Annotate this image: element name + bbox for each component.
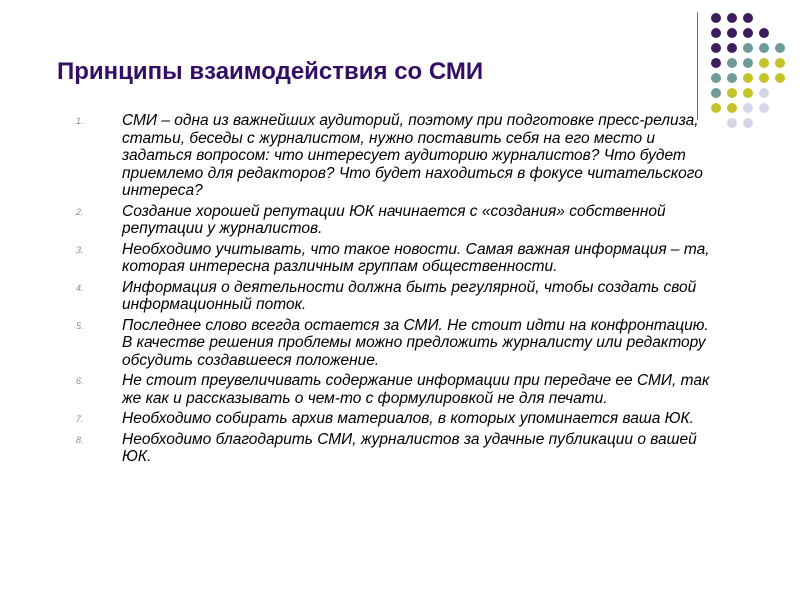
list-item-text: Необходимо благодарить СМИ, журналистов за удачные публикации о вашей ЮК.: [122, 430, 697, 465]
decorative-dot: [759, 43, 769, 53]
decorative-dot: [759, 28, 769, 38]
list-item-number: 5.: [76, 320, 84, 331]
decorative-dot: [711, 43, 721, 53]
decorative-dot: [743, 58, 753, 68]
decorative-dot: [727, 43, 737, 53]
list-item-text: СМИ – одна из важнейших аудиторий, поэтому при подготовке пресс-релиза, статьи, беседы с журналистом, нужно поставить себя на его место и задаться вопросом: что интересует аудиторию журналистов? Что будет приемлемо для редакторов? Что будет находиться в фокусе читательского интереса?: [122, 112, 703, 199]
list-item-text: Не стоит преувеличивать содержание информации при передаче ее СМИ, так же как и рассказывать о чем-то с формулировкой не для печати.: [122, 372, 710, 407]
list-item-text: Последнее слово всегда остается за СМИ. Не стоит идти на конфронтацию. В качестве решения проблемы можно предложить журналисту или редактору обсудить создавшееся положение.: [122, 316, 709, 369]
decorative-dot: [711, 88, 721, 98]
decorative-dot: [727, 103, 737, 113]
decorative-dot: [743, 88, 753, 98]
decorative-divider-line: [697, 12, 698, 120]
decorative-dot: [727, 88, 737, 98]
decorative-dot: [743, 73, 753, 83]
list-item: [70, 203, 710, 238]
decorative-dot: [775, 73, 785, 83]
decorative-dot: [759, 58, 769, 68]
decorative-dot: [711, 13, 721, 23]
decorative-dot: [727, 118, 737, 128]
decorative-dot: [759, 103, 769, 113]
decorative-dot: [759, 88, 769, 98]
decorative-dot: [711, 73, 721, 83]
list-item-text: Необходимо собирать архив материалов, в которых упоминается ваша ЮК.: [122, 410, 694, 427]
slide-title: Принципы взаимодействия со СМИ: [57, 58, 484, 85]
decorative-dot: [727, 73, 737, 83]
list-item: [70, 279, 710, 314]
list-item-number: 7.: [76, 414, 84, 424]
list-item: [70, 410, 710, 428]
decorative-dot: [711, 58, 721, 68]
decorative-dot: [743, 43, 753, 53]
principles-list: [70, 112, 710, 469]
list-item: [70, 241, 710, 276]
list-item-number: 2.: [76, 206, 84, 217]
decorative-dot: [743, 13, 753, 23]
list-item: [70, 372, 710, 407]
decorative-dot: [775, 58, 785, 68]
decorative-dot: [775, 43, 785, 53]
list-item-number: 3.: [76, 244, 84, 255]
decorative-dot: [711, 28, 721, 38]
list-item-text: Необходимо учитывать, что такое новости. Самая важная информация – та, которая интересна различным группам общественности.: [122, 240, 710, 275]
decorative-dot: [727, 58, 737, 68]
decorative-dot: [743, 28, 753, 38]
list-item: [70, 317, 710, 370]
decorative-dot: [727, 28, 737, 38]
list-item: [70, 431, 710, 466]
list-item-number: 1.: [76, 116, 84, 126]
list-item-number: 4.: [76, 282, 84, 293]
list-item-number: 8.: [76, 434, 84, 445]
decorative-dot: [743, 118, 753, 128]
decorative-dot: [711, 103, 721, 113]
list-item: [70, 112, 710, 200]
list-item-number: 6.: [76, 376, 84, 386]
decorative-dot: [727, 13, 737, 23]
decorative-dot: [743, 103, 753, 113]
list-item-text: Создание хорошей репутации ЮК начинается с «создания» собственной репутации у журналистов.: [122, 202, 666, 237]
list-item-text: Информация о деятельности должна быть регулярной, чтобы создать свой информационный поток.: [122, 278, 697, 313]
decorative-dot: [759, 73, 769, 83]
